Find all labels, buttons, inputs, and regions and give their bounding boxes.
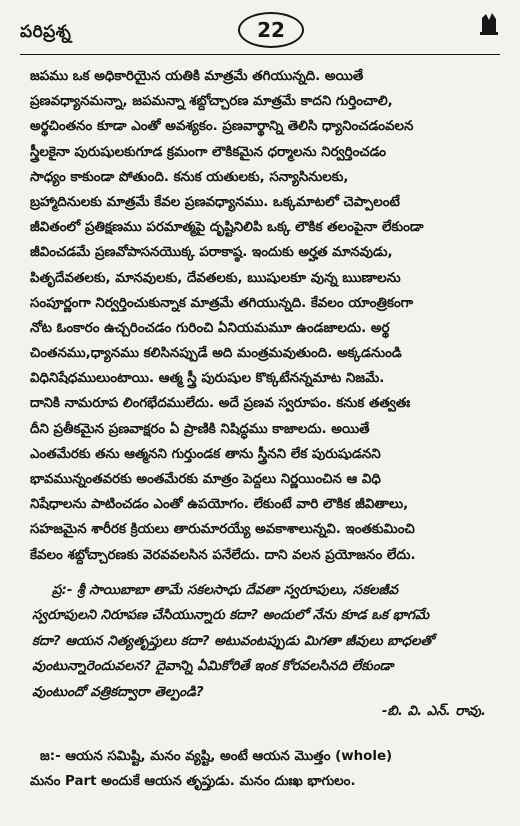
body-line: సహజమైన శారీరక క్రియలు తారుమారయ్యే అవకాశాలున్నవి. ఇంతకుమించి bbox=[30, 522, 415, 538]
body-paragraph bbox=[30, 64, 492, 568]
answer-line: మనం Part అందుకే ఆయన తృప్తుడు. మనం దుఃఖ భాగులం. bbox=[30, 774, 356, 790]
body-line: విధినిషేధములుంటాయి. ఆత్మ స్త్రీ పురుషుల కొక్కటేనన్నమాట నిజమే. bbox=[30, 371, 385, 387]
body-line: కేవలం శబ్దోచ్చారణకు వెరవవలసిన పనేలేదు. దాని వలన ప్రయోజనం లేదు. bbox=[30, 547, 416, 563]
body-line: అర్థచింతనం కూడా ఎంతో అవశ్యకం. ప్రణవార్థాన్ని తెలిసి ధ్యానించడంవలన bbox=[30, 119, 414, 135]
body-line: చింతనము,ధ్యానము కలిసినప్పుడే అది మంత్రమవుతుంది. అక్కడనుండి bbox=[30, 346, 402, 362]
body-line: సంపూర్ణంగా నిర్వర్తించుకున్నాక మాత్రమే తగియున్నది. కేవలం యాంత్రికంగా bbox=[30, 295, 414, 311]
body-line: ఎంతమేరకు తను ఆత్మనని గుర్తుండక తాను స్త్రీనని లేక పురుషుడనని bbox=[30, 446, 381, 462]
body-line: భావమున్నంతవరకు అంతమేరకు మాత్రం పెద్దలు నిర్ణయించిన ఆ విధి bbox=[30, 472, 381, 487]
body-line: బ్రహ్మాదినులకు మాత్రమే కేవల ప్రణవధ్యానము. ఒక్కమాటలో చెప్పాలంటే bbox=[30, 194, 400, 210]
running-title: పరిప్రశ్న bbox=[20, 22, 72, 42]
page-number: 22 bbox=[238, 12, 304, 48]
body-line: జపము ఒక అధికారియైన యతికి మాత్రమే తగియున్నది. అయితే bbox=[30, 69, 364, 84]
body-line: స్త్రీలకైనా పురుషులకుగూడ క్రమంగా లౌకికమైన ధర్మాలను నిర్వర్తించడం bbox=[30, 144, 387, 160]
answer-line: జ:- ఆయన సమిష్టి, మనం వ్యష్టి, అంటే ఆయన మొత్తం (whole) bbox=[40, 749, 393, 764]
question-line: ప్ర:- శ్రీ సాయిబాబా తామే సకలసాధు దేవతా స్వరూపులు, సకలజీవ bbox=[52, 583, 398, 598]
question-line: వుంటున్నారెందువలన? దైవాన్ని ఏమికోరితే ఇంక కోరవలసినది లేకుండా bbox=[32, 659, 394, 675]
body-line: దానికి నామరూప లింగభేదములేదు. అదే ప్రణవ స్వరూపం. కనుక తత్వతః bbox=[30, 396, 411, 412]
question-line: స్వరూపులని నిరూపణ చేసియున్నారు కదా? అందులో నేను కూడ ఒక భాగమే bbox=[32, 608, 430, 624]
question-line: కదా? ఆయన నిత్యతృప్తులు కదా? అటువంటప్పుడు మిగతా జీవులు బాధలతో bbox=[32, 633, 434, 649]
body-line: నోట ఓంకారం ఉచ్చరించడం గురించి ఏనియమమూ ఉండజాలదు. అర్థ bbox=[30, 320, 390, 336]
body-line: జీవించడమే ప్రణవోపాసనయొక్క పరాకాష్ఠ. ఇందుకు అర్హత మానవుడు, bbox=[30, 245, 393, 261]
body-line: పితృదేవతలకు, మానవులకు, దేవతలకు, ఋషులకూ వున్న ఋణాలను bbox=[30, 270, 401, 286]
corner-ornament-icon bbox=[478, 10, 500, 36]
body-line: సాధ్యం కాకుండా పోతుంది. కనుక యతులకు, సన్యాసినులకు, bbox=[30, 169, 349, 185]
header-divider bbox=[20, 54, 500, 55]
reader-question bbox=[32, 578, 490, 705]
page-header bbox=[20, 10, 500, 52]
body-line: నిషేధాలను పాటించడం ఎంతో ఉపయోగం. లేకుంటే వారి లౌకిక జీవితాలు, bbox=[30, 497, 409, 513]
body-line: దీని ప్రతీకమైన ప్రణవాక్షరం ఏ ప్రాణికి నిషిద్ధము కాజాలదు. అయితే bbox=[30, 421, 370, 437]
question-line: వుంటుందో వత్రికద్వారా తెల్పండి? bbox=[32, 684, 204, 700]
body-line: ప్రణవధ్యానమన్నా, జపమన్నా శబ్దోచ్చారణ మాత్రమే కాదని గుర్తించాలి, bbox=[30, 94, 393, 110]
answer-paragraph bbox=[30, 744, 492, 795]
body-line: జీవితంలో ప్రతిక్షణము పరమాత్మపై దృష్టినిలిపి ఒక్క లౌకిక తలంపైనా లేకుండా bbox=[30, 220, 424, 236]
question-author: -బి. వి. ఎన్. రావు. bbox=[381, 704, 486, 719]
